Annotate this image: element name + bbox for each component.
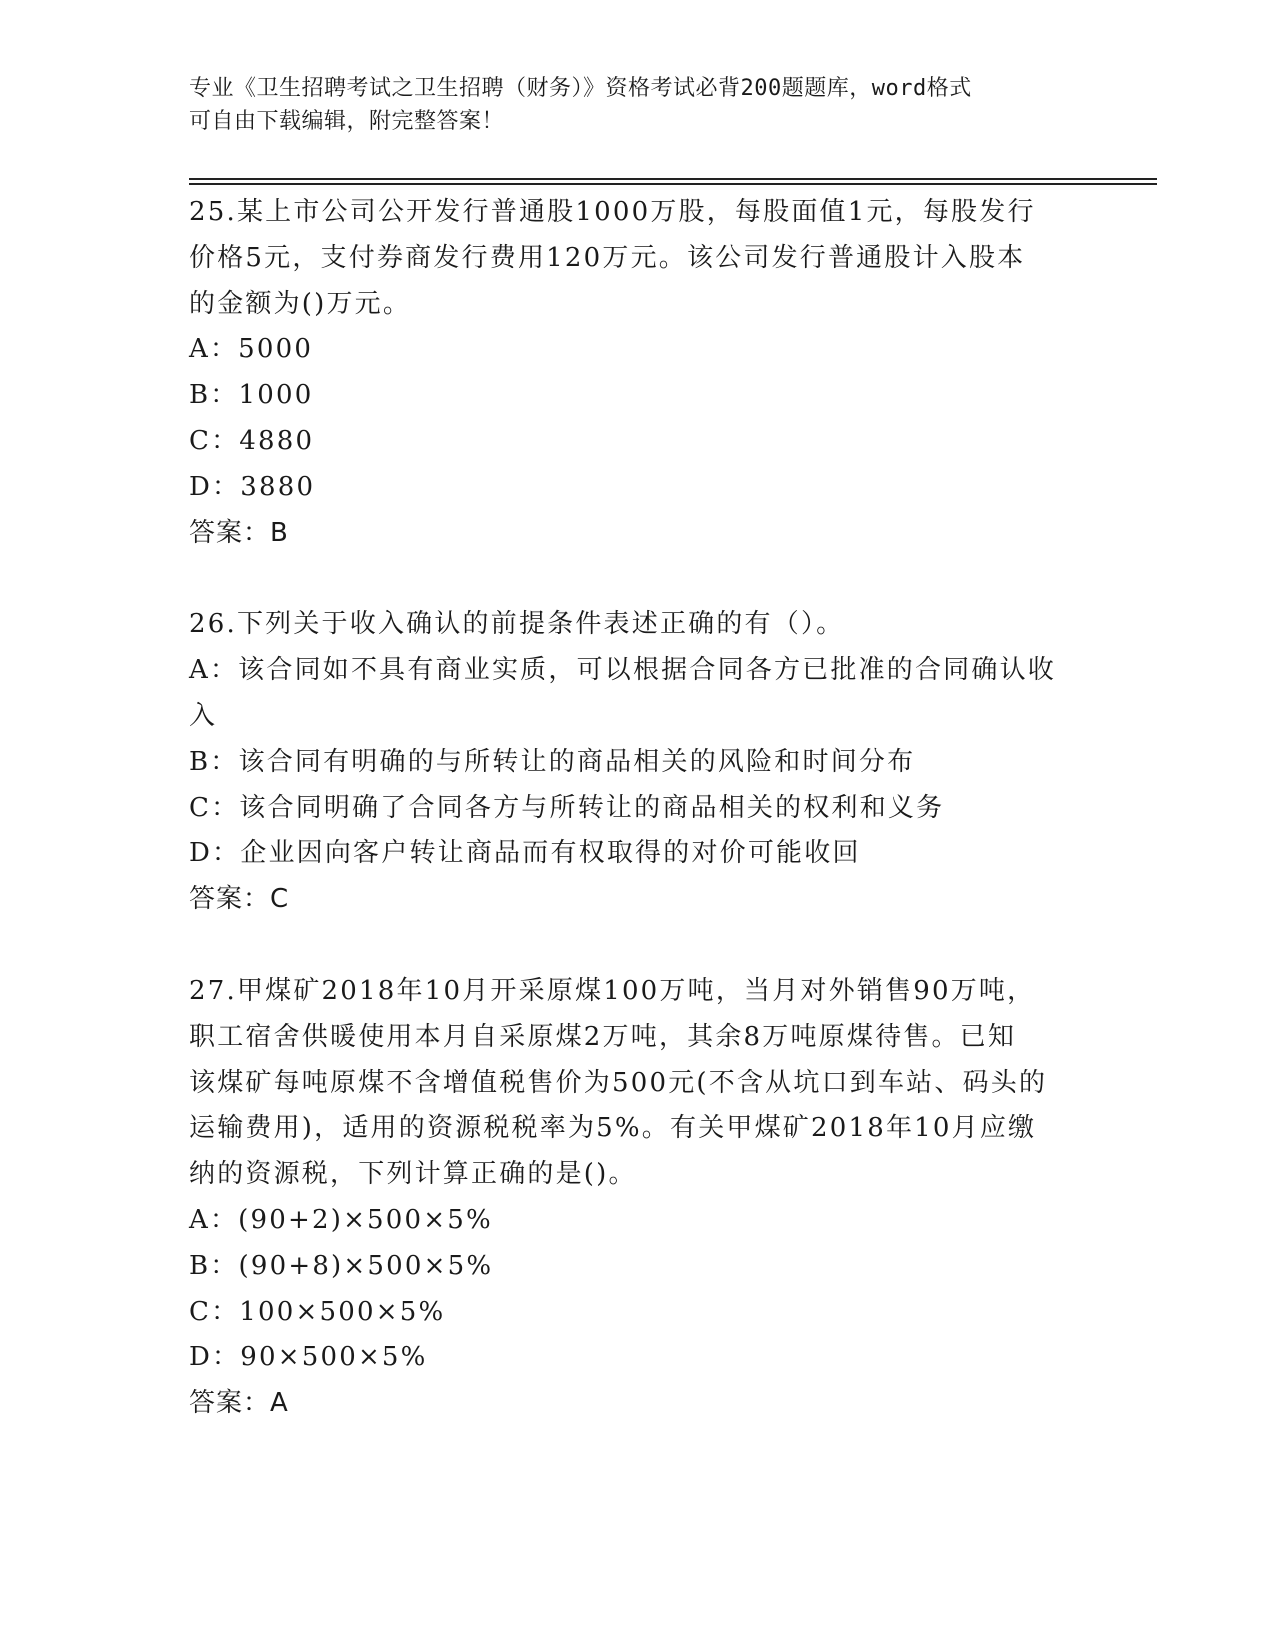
answer-line: 答案：B — [189, 517, 289, 548]
option-line: B：(90+8)×500×5% — [189, 1250, 494, 1281]
option-line: B：该合同有明确的与所转让的商品相关的风险和时间分布 — [189, 746, 916, 777]
question-block — [189, 969, 1089, 1427]
option-line: B：1000 — [189, 380, 314, 411]
option-line: 入 — [189, 700, 218, 731]
question-stem-line: 职工宿舍供暖使用本月自采原煤2万吨，其余8万吨原煤待售。已知 — [189, 1021, 1017, 1052]
question-stem-line: 价格5元，支付券商发行费用120万元。该公司发行普通股计入股本 — [189, 242, 1026, 273]
option-line: C：100×500×5% — [189, 1296, 446, 1327]
option-line: C：4880 — [189, 425, 315, 456]
option-line: D：3880 — [189, 471, 316, 502]
question-block — [189, 190, 1089, 556]
option-line: A：5000 — [189, 334, 314, 365]
header-line-2: 可自由下载编辑，附完整答案！ — [189, 109, 505, 134]
question-stem-line: 纳的资源税，下列计算正确的是()。 — [189, 1159, 637, 1190]
question-stem-line: 的金额为()万元。 — [189, 288, 412, 319]
option-line: D：90×500×5% — [189, 1342, 428, 1373]
header-divider-bottom — [189, 183, 1157, 185]
header-divider-top — [189, 178, 1157, 180]
option-line: D：企业因向客户转让商品而有权取得的对价可能收回 — [189, 838, 861, 869]
question-block — [189, 602, 1089, 923]
question-stem-line: 运输费用)，适用的资源税税率为5%。有关甲煤矿2018年10月应缴 — [189, 1113, 1037, 1144]
question-stem-line: 该煤矿每吨原煤不含增值税售价为500元(不含从坑口到车站、码头的 — [189, 1067, 1048, 1098]
question-stem-line: 27.甲煤矿2018年10月开采原煤100万吨，当月对外销售90万吨， — [189, 975, 1036, 1006]
question-list — [189, 190, 1089, 1427]
answer-line: 答案：C — [189, 884, 290, 915]
question-stem-line: 26.下列关于收入确认的前提条件表述正确的有（）。 — [189, 609, 845, 640]
option-line: A：该合同如不具有商业实质，可以根据合同各方已批准的合同确认收 — [189, 655, 1056, 686]
header-line-1: 专业《卫生招聘考试之卫生招聘（财务）》资格考试必背200题题库，word格式 — [189, 76, 972, 101]
question-stem-line: 25.某上市公司公开发行普通股1000万股，每股面值1元，每股发行 — [189, 197, 1036, 227]
answer-line: 答案：A — [189, 1388, 289, 1419]
document-header — [189, 72, 1069, 138]
option-line: C：该合同明确了合同各方与所转让的商品相关的权利和义务 — [189, 792, 945, 823]
option-line: A：(90+2)×500×5% — [189, 1204, 493, 1235]
